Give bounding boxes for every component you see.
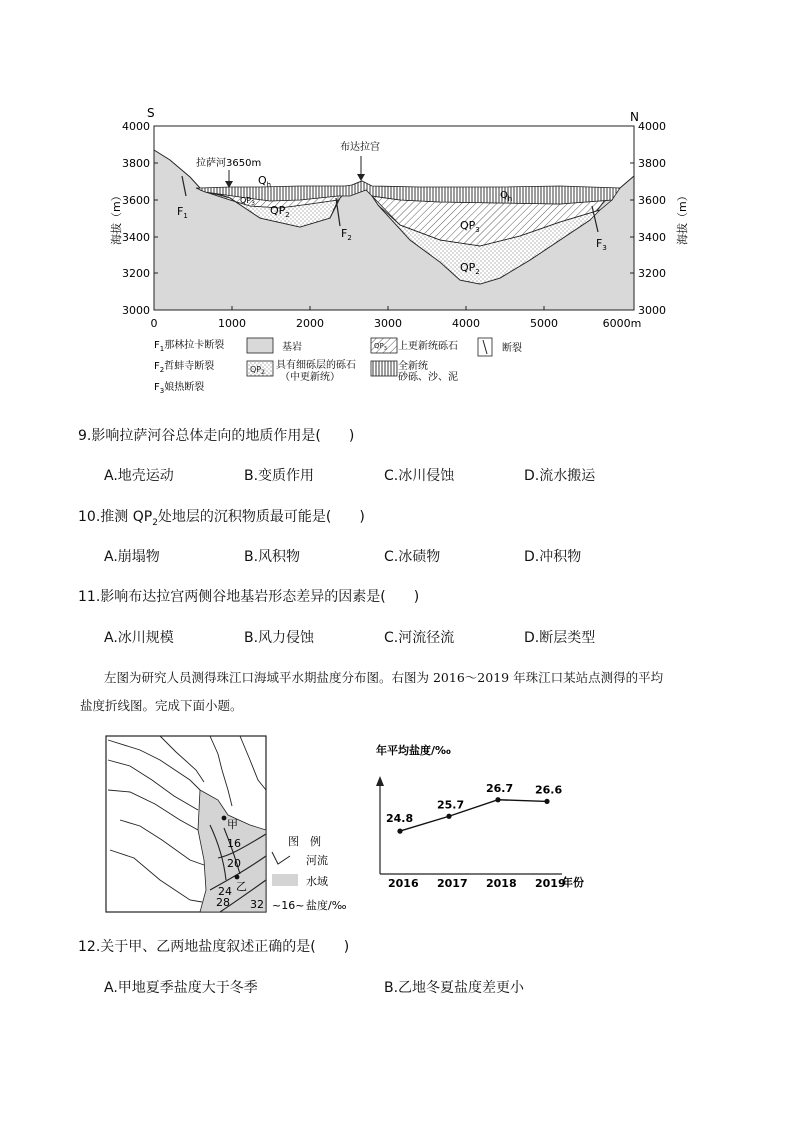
svg-text:QP3: $QP_3$: [374, 342, 387, 352]
legend-water-label: 水域: [306, 875, 328, 888]
jia-label: 甲: [227, 818, 238, 831]
y-right-tick: 3800: [638, 157, 666, 170]
y-right-tick: 4000: [638, 120, 666, 133]
legend-fault-3: $F_3$娘热断裂: [154, 382, 205, 395]
svg-text:F2: $F_2$: [341, 227, 352, 242]
isoline-16: 16: [227, 837, 241, 850]
x-tick: 4000: [452, 317, 480, 330]
x-tick: 3000: [374, 317, 402, 330]
q10-option-d[interactable]: D.冲积物: [524, 549, 582, 565]
legend-qh-line2: 砂砾、沙、泥: [398, 372, 458, 383]
svg-text:QP2: $QP_2$: [460, 261, 480, 276]
intro-line-1: 左图为研究人员测得珠江口海域平水期盐度分布图。右图为 2016～2019 年珠江口某站点测得的平均: [104, 670, 664, 685]
question-10-stem: 10.推测 $QP_2$处地层的沉积物质最可能是( ): [78, 509, 365, 528]
svg-text:QP3: $QP_3$: [460, 219, 480, 234]
y-axis-label-left: 海拔（m）: [110, 190, 123, 245]
yi-label: 乙: [236, 880, 247, 893]
y-left-tick: 3200: [122, 267, 150, 280]
qh-top-label: Q: [258, 174, 267, 187]
x-tick: 2000: [296, 317, 324, 330]
legend-qp2-line1: 具有细砾层的砾石: [276, 360, 356, 371]
question-9-stem: 9.影响拉萨河谷总体走向的地质作用是( ): [78, 428, 355, 444]
isoline-24: 24: [218, 885, 232, 898]
q12-option-a[interactable]: A.甲地夏季盐度大于冬季: [104, 980, 258, 996]
legend-bedrock: 基岩: [282, 342, 302, 353]
cross-section-legend: [154, 338, 522, 395]
isoline-20: 20: [227, 857, 241, 870]
svg-text:F1: $F_1$: [177, 205, 188, 220]
legend-fault: 断裂: [502, 343, 522, 354]
geologic-cross-section: [0, 100, 794, 400]
qp3-small-label: QP: [240, 196, 252, 205]
legend-fault-2: $F_2$哲蚌寺断裂: [154, 361, 215, 374]
y-axis-label-right: 海拔（m）: [676, 190, 689, 245]
salinity-map: [100, 730, 360, 920]
lhasa-river-label: 拉萨河3650m: [196, 158, 262, 169]
x-tick-labels: [151, 317, 642, 330]
legend-isoline-label: 盐度/‰: [306, 899, 347, 912]
legend-qh-line1: 全新统: [398, 361, 428, 372]
q10-option-c[interactable]: C.冰碛物: [384, 549, 441, 565]
x-tick-label: 2018: [486, 877, 517, 890]
qp3-big-label: QP: [460, 219, 476, 232]
data-label: 24.8: [386, 812, 414, 826]
svg-text:QP2: $QP_2$: [270, 204, 290, 219]
svg-text:QP2: $QP_2$: [250, 365, 265, 376]
x-tick-label: 2016: [388, 877, 419, 890]
y-left-tick: 4000: [122, 120, 150, 133]
y-left-tick: 3400: [122, 231, 150, 244]
legend-isoline-sample: ~16~: [272, 899, 305, 912]
question-11-stem: 11.影响布达拉宫两侧谷地基岩形态差异的因素是( ): [78, 589, 420, 605]
intro-text: [80, 664, 720, 720]
isoline-32: 32: [250, 898, 264, 911]
north-label: N: [630, 110, 639, 124]
q9-option-c[interactable]: C.冰川侵蚀: [384, 468, 455, 484]
legend-fault-1: $F_1$那林拉卡断裂: [154, 340, 225, 353]
svg-text:F3: $F_3$: [596, 237, 607, 252]
y-right-tick: 3000: [638, 304, 666, 317]
data-label: 25.7: [437, 798, 465, 812]
data-label: 26.7: [486, 781, 514, 795]
q10-option-a[interactable]: A.崩塌物: [104, 549, 160, 565]
f1-label: F: [177, 205, 184, 218]
point-yi: [235, 875, 240, 880]
data-point: [397, 829, 402, 834]
q11-option-c[interactable]: C.河流径流: [384, 630, 455, 646]
svg-text:Qh: $Q_h$: [500, 190, 513, 203]
q11-option-b[interactable]: B.风力侵蚀: [244, 630, 315, 646]
y-left-tick: 3000: [122, 304, 150, 317]
chart-xlabel: 年份: [562, 876, 584, 889]
svg-text:QP3: $QP_3$: [240, 196, 255, 207]
y-right-tick: 3200: [638, 267, 666, 280]
x-tick: 5000: [530, 317, 558, 330]
y-left-tick: 3600: [122, 194, 150, 207]
legend-river-label: 河流: [306, 854, 328, 867]
salinity-line-chart: [370, 740, 600, 890]
f3-label: F: [596, 237, 603, 250]
q9-option-a[interactable]: A.地壳运动: [104, 468, 174, 484]
f2-label: F: [341, 227, 348, 240]
map-legend-title: 图 例: [288, 835, 321, 848]
svg-text:Qh: $Q_h$: [258, 174, 272, 189]
x-tick-label: 2019: [535, 877, 566, 890]
qp2-left-label: QP: [270, 204, 286, 217]
y-right-tick-labels: [638, 120, 666, 317]
point-jia: [222, 816, 227, 821]
potala-label: 布达拉宫: [340, 142, 380, 153]
south-label: S: [147, 106, 155, 120]
legend-qp2-line2: （中更新统）: [280, 372, 340, 383]
data-point: [446, 814, 451, 819]
x-tick: 6000m: [602, 317, 642, 330]
y-left-tick-labels: [122, 120, 150, 317]
x-tick: 0: [150, 317, 158, 330]
question-12-stem: 12.关于甲、乙两地盐度叙述正确的是( ): [78, 939, 350, 955]
x-tick-label: 2017: [437, 877, 468, 890]
qh-right-label: Q: [500, 190, 508, 201]
q11-option-a[interactable]: A.冰川规模: [104, 630, 174, 646]
legend-bedrock-swatch: [247, 338, 273, 353]
legend-qh-swatch: [371, 361, 397, 376]
q11-option-d[interactable]: D.断层类型: [524, 630, 596, 646]
chart-ylabel: 年平均盐度/‰: [376, 744, 451, 757]
x-tick: 1000: [218, 317, 246, 330]
data-point: [495, 797, 500, 802]
q9-option-d[interactable]: D.流水搬运: [524, 468, 596, 484]
q9-option-b[interactable]: B.变质作用: [244, 468, 315, 484]
q12-option-b[interactable]: B.乙地冬夏盐度差更小: [384, 980, 525, 996]
data-label: 26.6: [535, 783, 563, 797]
y-left-tick: 3800: [122, 157, 150, 170]
series-line: [400, 800, 547, 831]
intro-line-2: 盐度折线图。完成下面小题。: [80, 698, 243, 713]
q10-option-b[interactable]: B.风积物: [244, 549, 301, 565]
data-point: [544, 799, 549, 804]
qp2-bottom-label: QP: [460, 261, 476, 274]
y-right-tick: 3600: [638, 194, 666, 207]
legend-qp3: 上更新统砾石: [398, 341, 458, 352]
y-right-tick: 3400: [638, 231, 666, 244]
isoline-28: 28: [216, 896, 230, 909]
